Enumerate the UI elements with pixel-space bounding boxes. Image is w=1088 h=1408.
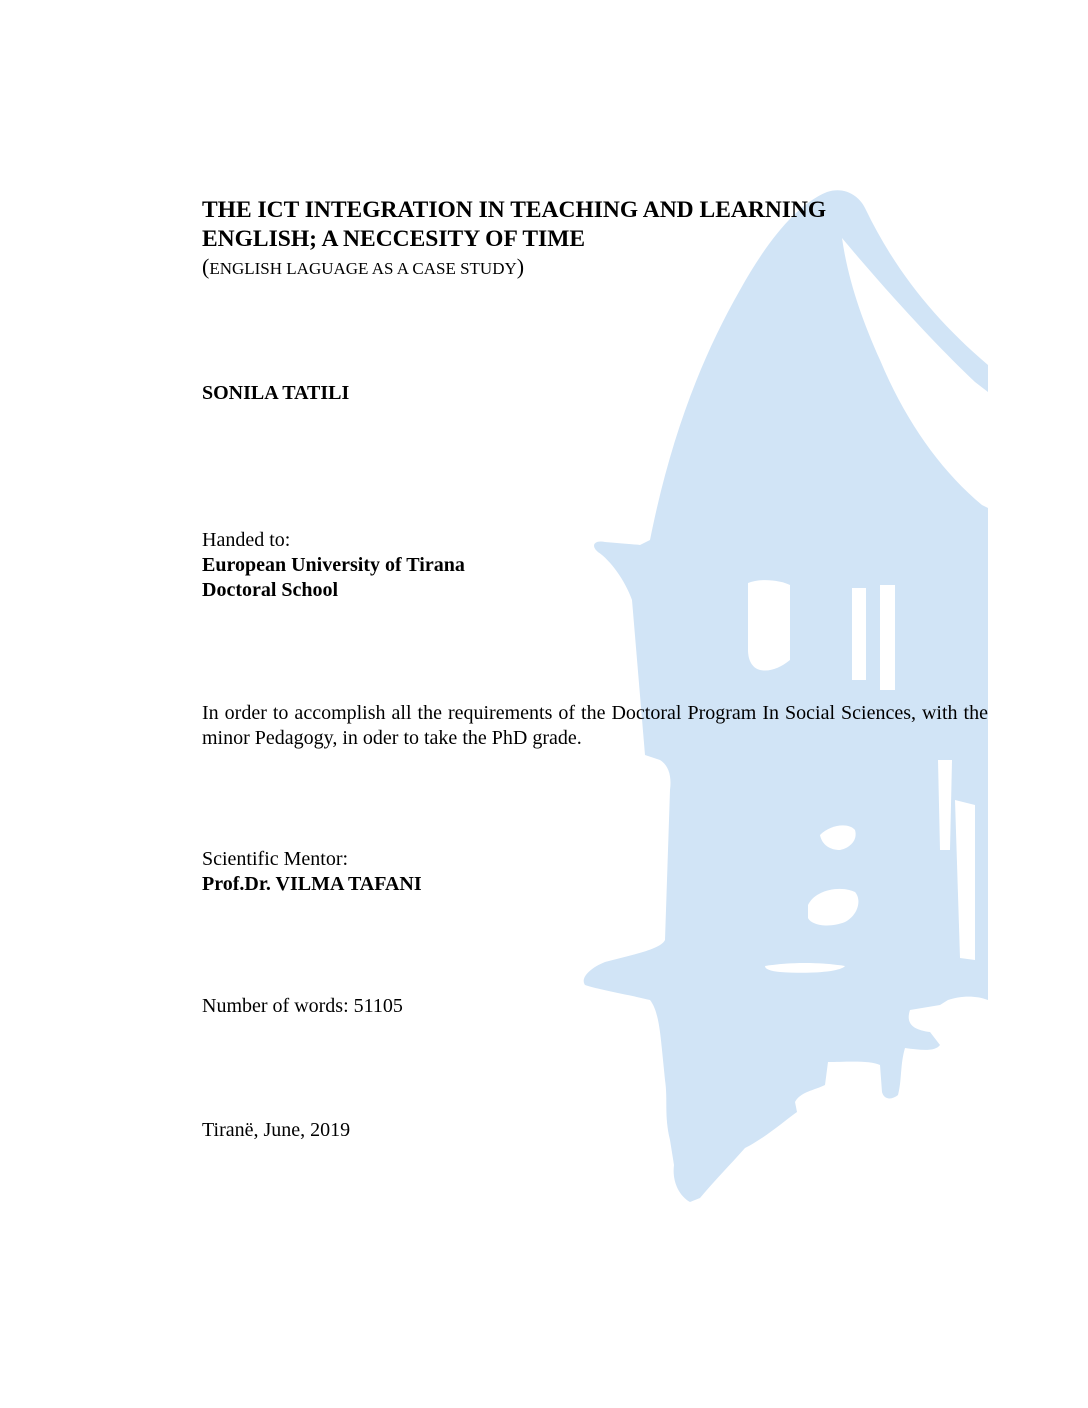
place-date: Tiranë, June, 2019 xyxy=(202,1119,351,1141)
subtitle-close-paren: ) xyxy=(516,254,525,279)
author-name: SONILA TATILI xyxy=(202,382,350,404)
subtitle-text: ENGLISH LAGUAGE AS A CASE STUDY xyxy=(209,259,517,278)
handed-to-block xyxy=(202,528,988,603)
subtitle-open-paren: ( xyxy=(202,254,210,279)
handed-to-label: Handed to: xyxy=(202,529,291,551)
university-name: European University of Tirana xyxy=(202,554,465,576)
title-block xyxy=(202,196,988,282)
mentor-label: Scientific Mentor: xyxy=(202,848,349,870)
thesis-title-line-1: THE ICT INTEGRATION IN TEACHING AND LEARNING xyxy=(202,197,827,223)
school-name: Doctoral School xyxy=(202,579,339,601)
mentor-block xyxy=(202,847,988,897)
thesis-title-line-2: ENGLISH; A NECCESITY OF TIME xyxy=(202,226,586,252)
mentor-name: Prof.Dr. VILMA TAFANI xyxy=(202,873,422,895)
thesis-subtitle xyxy=(202,254,988,282)
title-page xyxy=(202,0,988,1408)
word-count: Number of words: 51105 xyxy=(202,995,403,1017)
purpose-statement: In order to accomplish all the requirements of the Doctoral Program In Social Sciences, with the minor Pedagogy, in oder to take the PhD grade. xyxy=(202,702,988,749)
